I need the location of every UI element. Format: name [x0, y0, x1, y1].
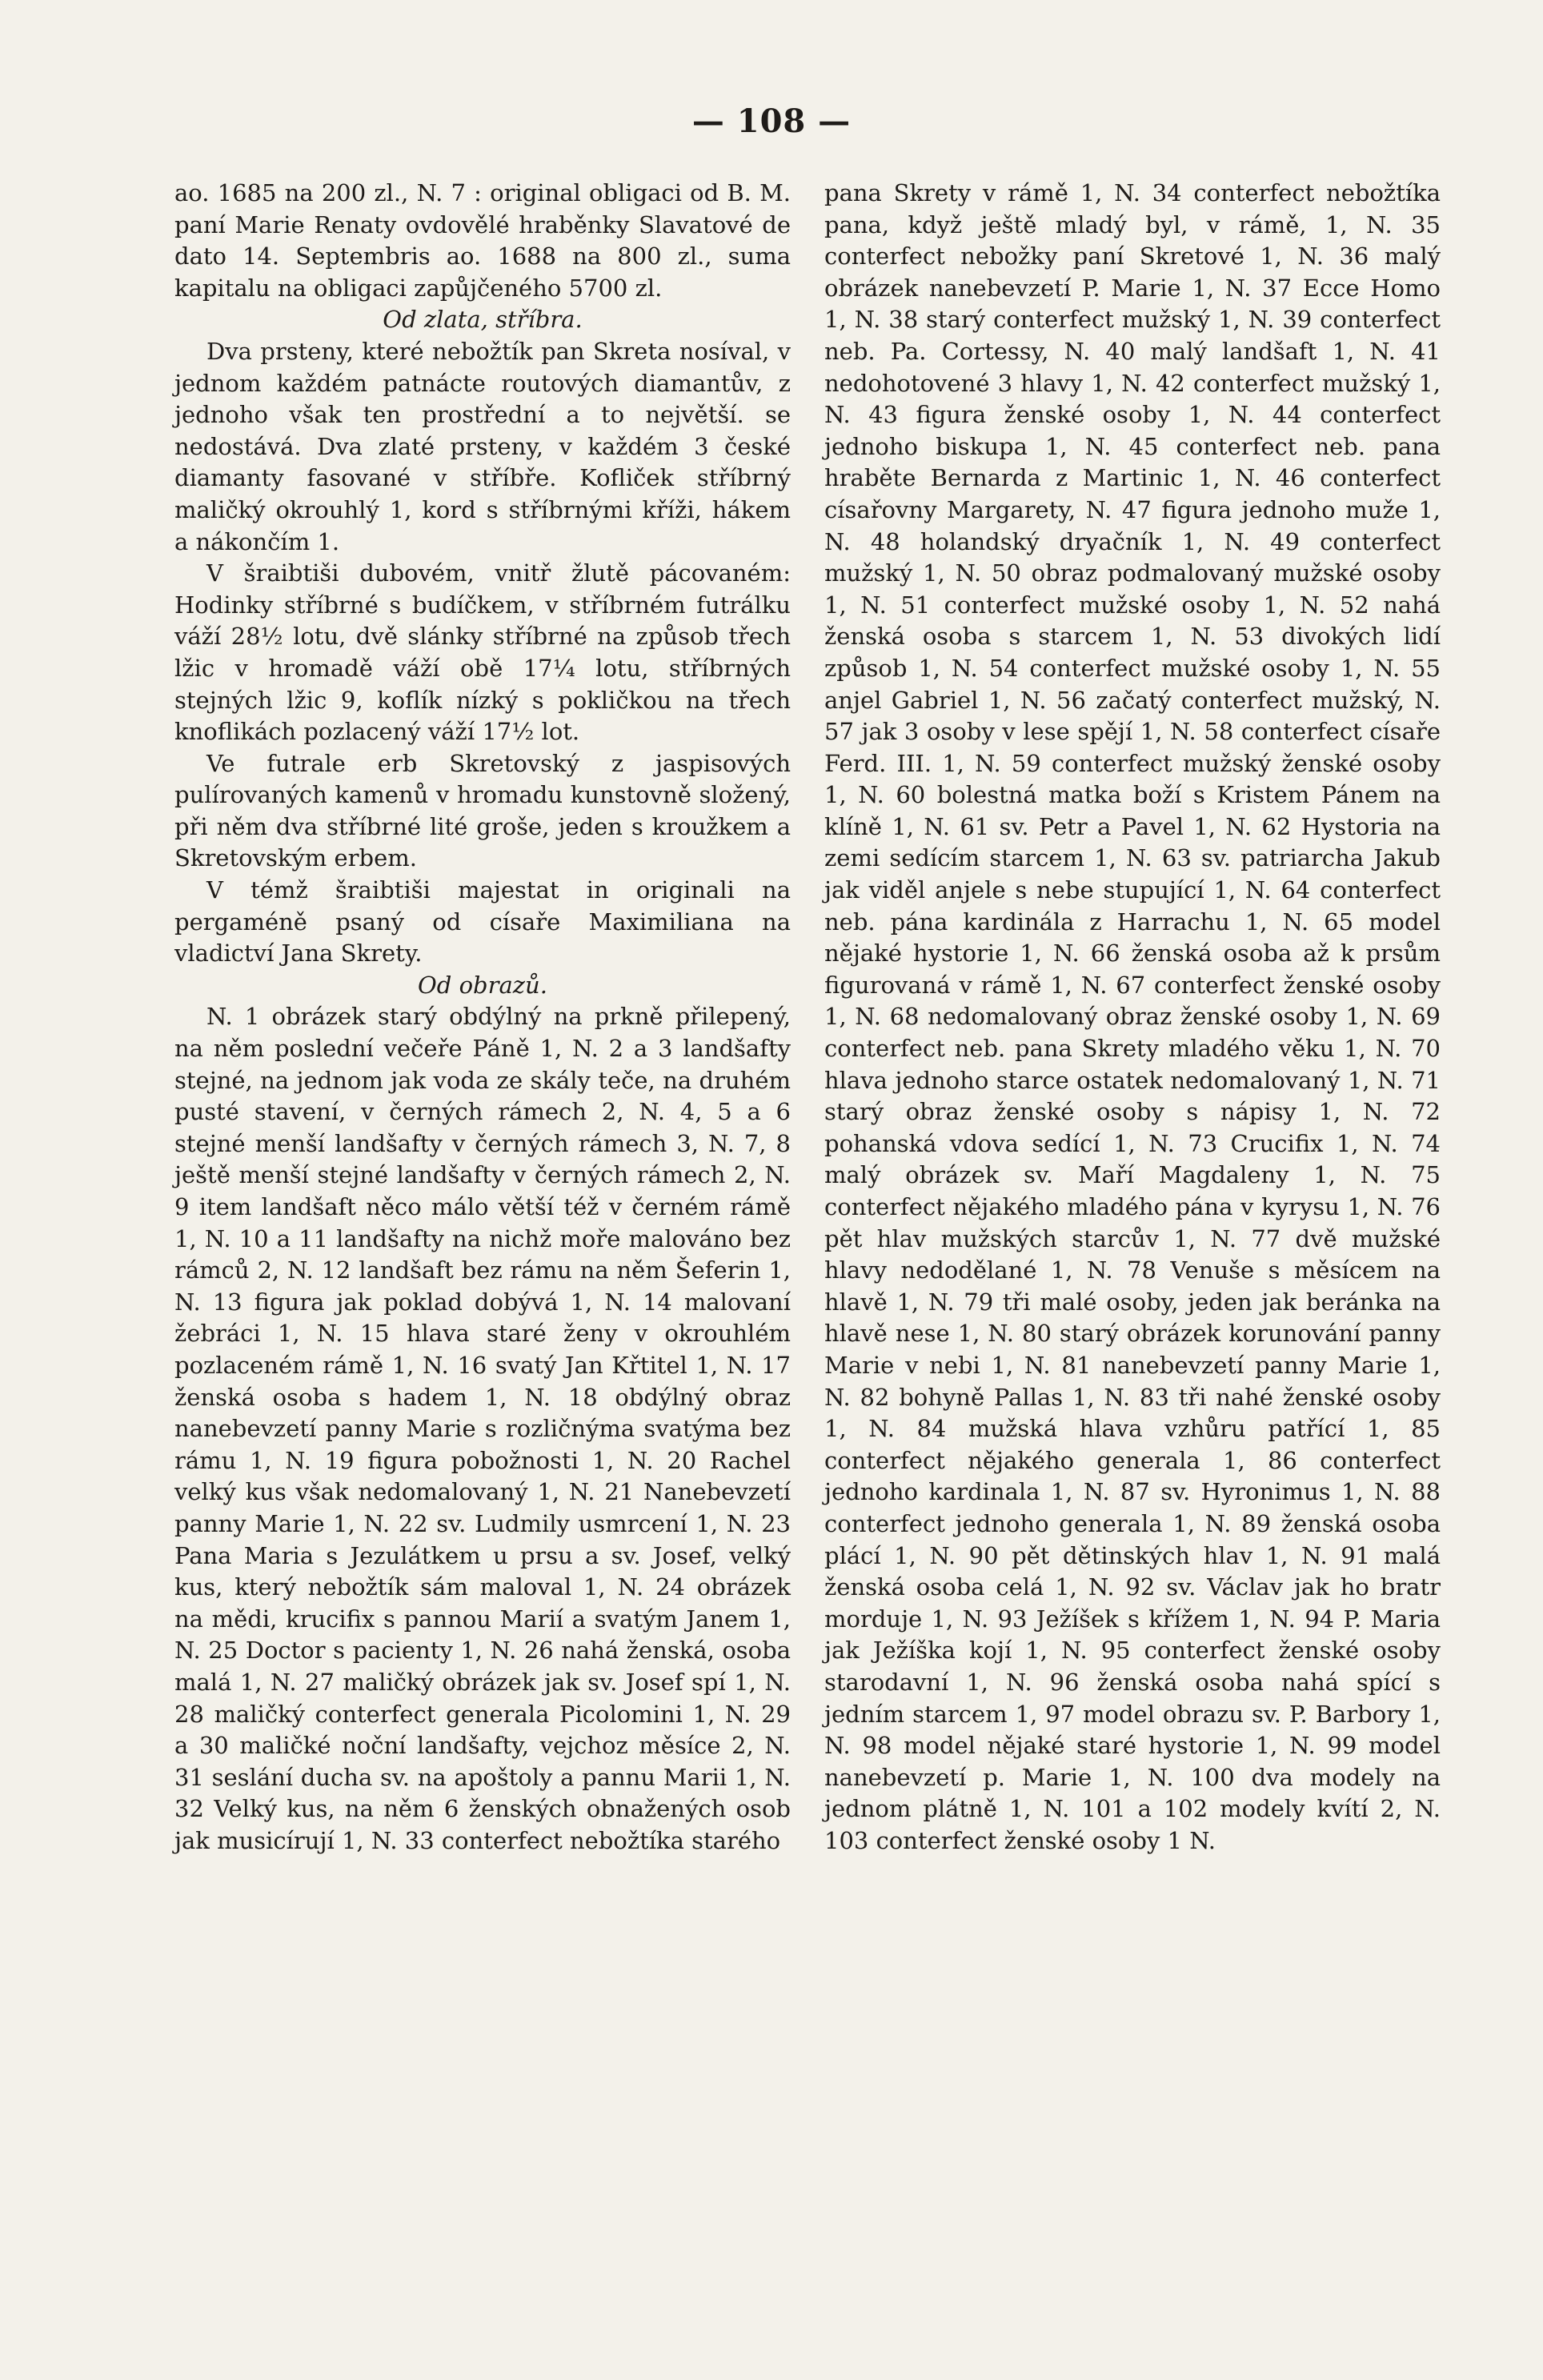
right-column — [824, 178, 1441, 1857]
paragraph-rings: Dva prsteny, které nebožtík pan Skreta nosíval, v jednom každém patnácte routových diamantův, z jednoho však ten prostřední a to největší. se nedostává. Dva zlaté prsteny, v každém 3 české diamanty fasované v stříbře. Kofliček stříbrný maličký okrouhlý 1, kord s stříbrnými kříži, hákem a nákončím 1. — [174, 337, 791, 555]
paragraph-coat-of-arms: Ve futrale erb Skretovský z jaspisových pulírovaných kamenů v hromadu kunstovně složený, při něm dva stříbrné lité groše, jeden s kroužkem a Skretovským erbem. — [174, 749, 791, 872]
section-heading-gold-silver: Od zlata, stříbra. — [383, 306, 583, 334]
paragraph-obligation: ao. 1685 na 200 zl., N. 7 : original obligaci od B. M. paní Marie Renaty ovdovělé hraběnky Slavatové de dato 14. Septembris ao. 1688 na 800 zl., suma kapitalu na obligaci zapůjčeného 5700 zl. — [174, 179, 791, 302]
paragraph-paintings-list-continued: pana Skrety v rámě 1, N. 34 conterfect nebožtíka pana, když ještě mladý byl, v rámě, 1, N. 35 conterfect nebožky paní Skretové 1, N. 36 malý obrázek nanebevzetí P. Marie 1, N. 37 Ecce Homo 1, N. 38 starý conterfect mužský 1, N. 39 conterfect neb. Pa. Cortessy, N. 40 malý landšaft 1, N. 41 nedohotovené 3 hlavy 1, N. 42 conterfect mužský 1, N. 43 figura ženské osoby 1, N. 44 conterfect jednoho biskupa 1, N. 45 conterfect neb. pana hraběte Bernarda z Martinic 1, N. 46 conterfect císařovny Margarety, N. 47 figura jednoho muže 1, N. 48 holandský dryačník 1, N. 49 conterfect mužský 1, N. 50 obraz podmalovaný mužské osoby 1, N. 51 conterfect mužské osoby 1, N. 52 nahá ženská osoba s starcem 1, N. 53 divokých lidí způsob 1, N. 54 conterfect mužské osoby 1, N. 55 anjel Gabriel 1, N. 56 začatý conterfect mužský, N. 57 jak 3 osoby v lese spějí 1, N. 58 conterfect císaře Ferd. III. 1, N. 59 conterfect mužský ženské osoby 1, N. 60 bolestná matka boží s Kristem Pánem na klíně 1, N. 61 sv. Petr a Pavel 1, N. 62 Hystoria na zemi sedícím starcem 1, N. 63 sv. patriarcha Jakub jak viděl anjele s nebe stupující 1, N. 64 conterfect neb. pána kardinála z Harrachu 1, N. 65 model nějaké hystorie 1, N. 66 ženská osoba až k prsům figurovaná v rámě 1, N. 67 conterfect ženské osoby 1, N. 68 nedomalovaný obraz ženské osoby 1, N. 69 conterfect neb. pana Skrety mladého věku 1, N. 70 hlava jednoho starce ostatek nedomalovaný 1, N. 71 starý obraz ženské osoby s nápisy 1, N. 72 pohanská vdova sedící 1, N. 73 Crucifix 1, N. 74 malý obrázek sv. Maří Magdaleny 1, N. 75 conterfect nějakého mladého pána v kyrysu 1, N. 76 pět hlav mužských starcův 1, N. 77 dvě mužské hlavy nedodělané 1, N. 78 Venuše s měsícem na hlavě 1, N. 79 tři malé osoby, jeden jak beránka na hlavě nese 1, N. 80 starý obrázek korunování panny Marie v nebi 1, N. 81 nanebevzetí panny Marie 1, N. 82 bohyně Pallas 1, N. 83 tři nahé ženské osoby 1, N. 84 mužská hlava vzhůru patřící 1, 85 conterfect nějakého generala 1, 86 conterfect jednoho kardinala 1, N. 87 sv. Hyronimus 1, N. 88 conterfect jednoho generala 1, N. 89 ženská osoba plácí 1, N. 90 pět dětinských hlav 1, N. 91 malá ženská osoba celá 1, N. 92 sv. Václav jak ho bratr morduje 1, N. 93 Ježíšek s křížem 1, N. 94 P. Maria jak Ježíška kojí 1, N. 95 conterfect ženské osoby starodavní 1, N. 96 ženská osoba nahá spící s jedním starcem 1, 97 model obrazu sv. P. Barbory 1, N. 98 model nějaké staré hystorie 1, N. 99 model nanebevzetí p. Marie 1, N. 100 dva modely na jednom plátně 1, N. 101 a 102 modely kvítí 2, N. 103 conterfect ženské osoby 1 N. — [824, 179, 1441, 1854]
page-number: — 108 — — [691, 102, 852, 140]
left-column — [174, 178, 791, 1857]
paragraph-majestat: V témž šraibtiši majestat in originali na pergaméně psaný od císaře Maximiliana na vladictví Jana Skrety. — [174, 876, 791, 968]
paragraph-cabinet: V šraibtiši dubovém, vnitř žlutě pácovaném: Hodinky stříbrné s budíčkem, v stříbrném futrálku váží 28½ lotu, dvě slánky stříbrné na způsob třech lžic v hromadě váží obě 17¼ lotu, stříbrných stejných lžic 9, koflík nízký s pokličkou na třech knoflikách pozlacený váží 17½ lot. — [174, 559, 791, 746]
paragraph-paintings-list: N. 1 obrázek starý obdýlný na prkně přilepený, na něm poslední večeře Páně 1, N. 2 a 3 landšafty stejné, na jednom jak voda ze skály teče, na druhém pusté stavení, v černých rámech 2, N. 4, 5 a 6 stejné menší landšafty v černých rámech 3, N. 7, 8 ještě menší stejné landšafty v černých rámech 2, N. 9 item landšaft něco málo větší též v černém rámě 1, N. 10 a 11 landšafty na nichž moře malováno bez rámců 2, N. 12 landšaft bez rámu na něm Šeferin 1, N. 13 figura jak poklad dobývá 1, N. 14 malovaní žebráci 1, N. 15 hlava staré ženy v okrouhlém pozlaceném rámě 1, N. 16 svatý Jan Křtitel 1, N. 17 ženská osoba s hadem 1, N. 18 obdýlný obraz nanebevzetí panny Marie s rozličnýma svatýma bez rámu 1, N. 19 figura pobožnosti 1, N. 20 Rachel velký kus však nedomalovaný 1, N. 21 Nanebevzetí panny Marie 1, N. 22 sv. Ludmily usmrcení 1, N. 23 Pana Maria s Jezulátkem u prsu a sv. Josef, velký kus, který nebožtík sám maloval 1, N. 24 obrázek na mědi, krucifix s pannou Marií a svatým Janem 1, N. 25 Doctor s pacienty 1, N. 26 nahá ženská, osoba malá 1, N. 27 maličký obrázek jak sv. Josef spí 1, N. 28 maličký conterfect generala Picolomini 1, N. 29 a 30 maličké noční landšafty, vejchoz měsíce 2, N. 31 seslání ducha sv. na apoštoly a pannu Marii 1, N. 32 Velký kus, na něm 6 ženských obnažených osob jak musicírují 1, N. 33 conterfect nebožtíka starého — [174, 1003, 791, 1854]
section-heading-paintings: Od obrazů. — [418, 971, 547, 999]
